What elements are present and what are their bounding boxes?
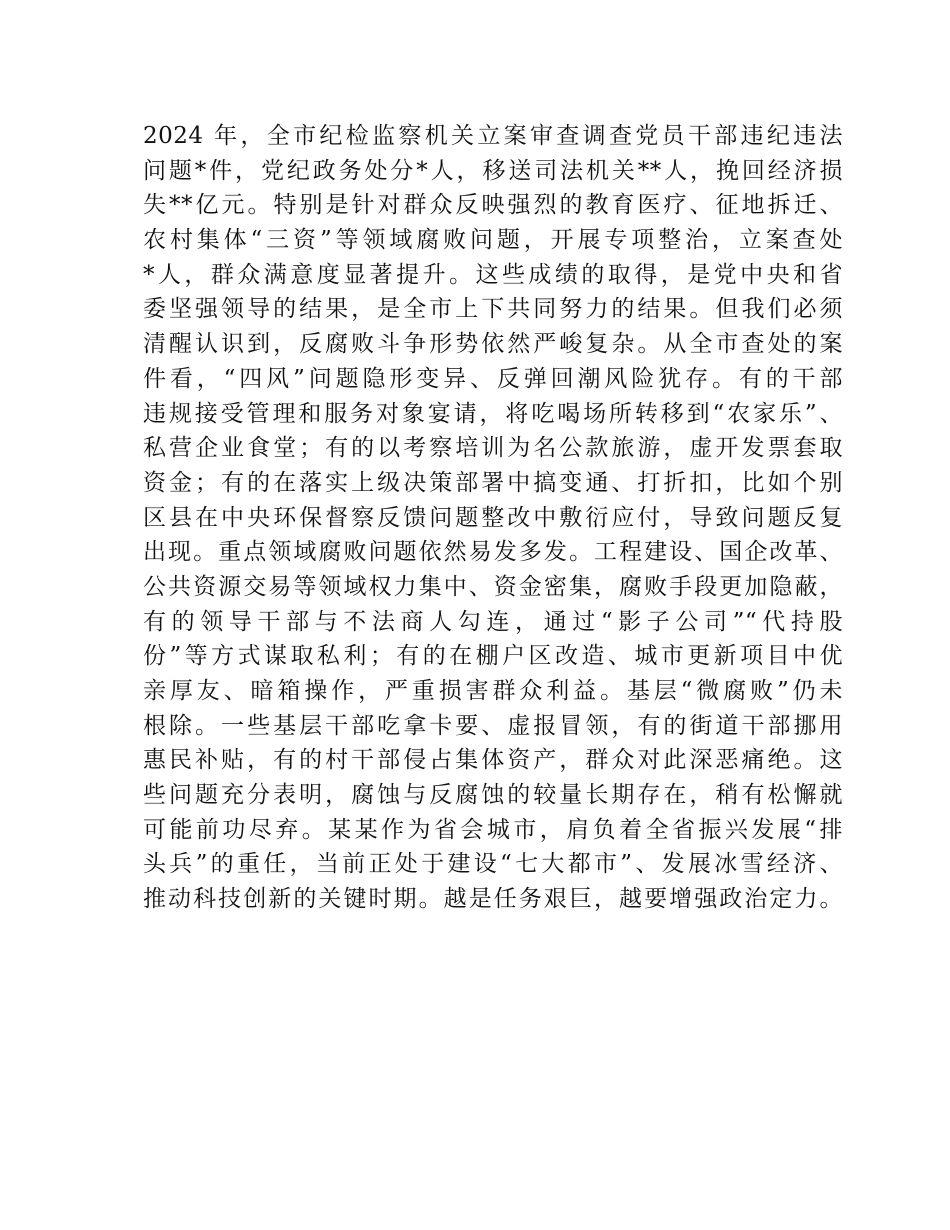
text-line-23: 推动科技创新的关键时期。越是任务艰巨，越要增强政治定力。 (143, 886, 843, 913)
text-line-3: 失**亿元。特别是针对群众反映强烈的教育医疗、征地拆迁、 (143, 192, 843, 219)
text-line-20: 些问题充分表明，腐蚀与反腐蚀的较量长期存在，稍有松懈就 (143, 782, 843, 809)
text-line-13: 出现。重点领域腐败问题依然易发多发。工程建设、国企改革、 (143, 539, 843, 566)
text-line-14: 公共资源交易等领域权力集中、资金密集，腐败手段更加隐蔽， (143, 573, 843, 600)
text-line-7: 清醒认识到，反腐败斗争形势依然严峻复杂。从全市查处的案 (143, 331, 843, 358)
text-line-22: 头兵”的重任，当前正处于建设“七大都市”、发展冰雪经济、 (143, 851, 843, 878)
text-line-16: 份”等方式谋取私利；有的在棚户区改造、城市更新项目中优 (143, 643, 843, 670)
text-line-5: *人，群众满意度显著提升。这些成绩的取得，是党中央和省 (143, 261, 843, 288)
text-line-8: 件看，“四风”问题隐形变异、反弹回潮风险犹存。有的干部 (143, 365, 843, 392)
text-line-15: 有的领导干部与不法商人勾连，通过“影子公司”“代持股 (143, 608, 843, 635)
text-line-6: 委坚强领导的结果，是全市上下共同努力的结果。但我们必须 (143, 296, 843, 323)
text-line-18: 根除。一些基层干部吃拿卡要、虚报冒领，有的街道干部挪用 (143, 712, 843, 739)
text-line-4: 农村集体“三资”等领域腐败问题，开展专项整治，立案查处 (143, 227, 843, 254)
text-line-9: 违规接受管理和服务对象宴请，将吃喝场所转移到“农家乐”、 (143, 400, 843, 427)
text-line-19: 惠民补贴，有的村干部侵占集体资产，群众对此深恶痛绝。这 (143, 747, 843, 774)
text-line-10: 私营企业食堂；有的以考察培训为名公款旅游，虚开发票套取 (143, 435, 843, 462)
text-line-2: 问题*件，党纪政务处分*人，移送司法机关**人，挽回经济损 (143, 157, 843, 184)
text-line-11: 资金；有的在落实上级决策部署中搞变通、打折扣，比如个别 (143, 469, 843, 496)
text-line-12: 区县在中央环保督察反馈问题整改中敷衍应付，导致问题反复 (143, 504, 843, 531)
text-line-1: 2024 年，全市纪检监察机关立案审查调查党员干部违纪违法 (143, 123, 843, 149)
text-line-21: 可能前功尽弃。某某作为省会城市，肩负着全省振兴发展“排 (143, 816, 843, 843)
body-paragraph (143, 119, 843, 917)
text-line-17: 亲厚友、暗箱操作，严重损害群众利益。基层“微腐败”仍未 (143, 678, 843, 704)
